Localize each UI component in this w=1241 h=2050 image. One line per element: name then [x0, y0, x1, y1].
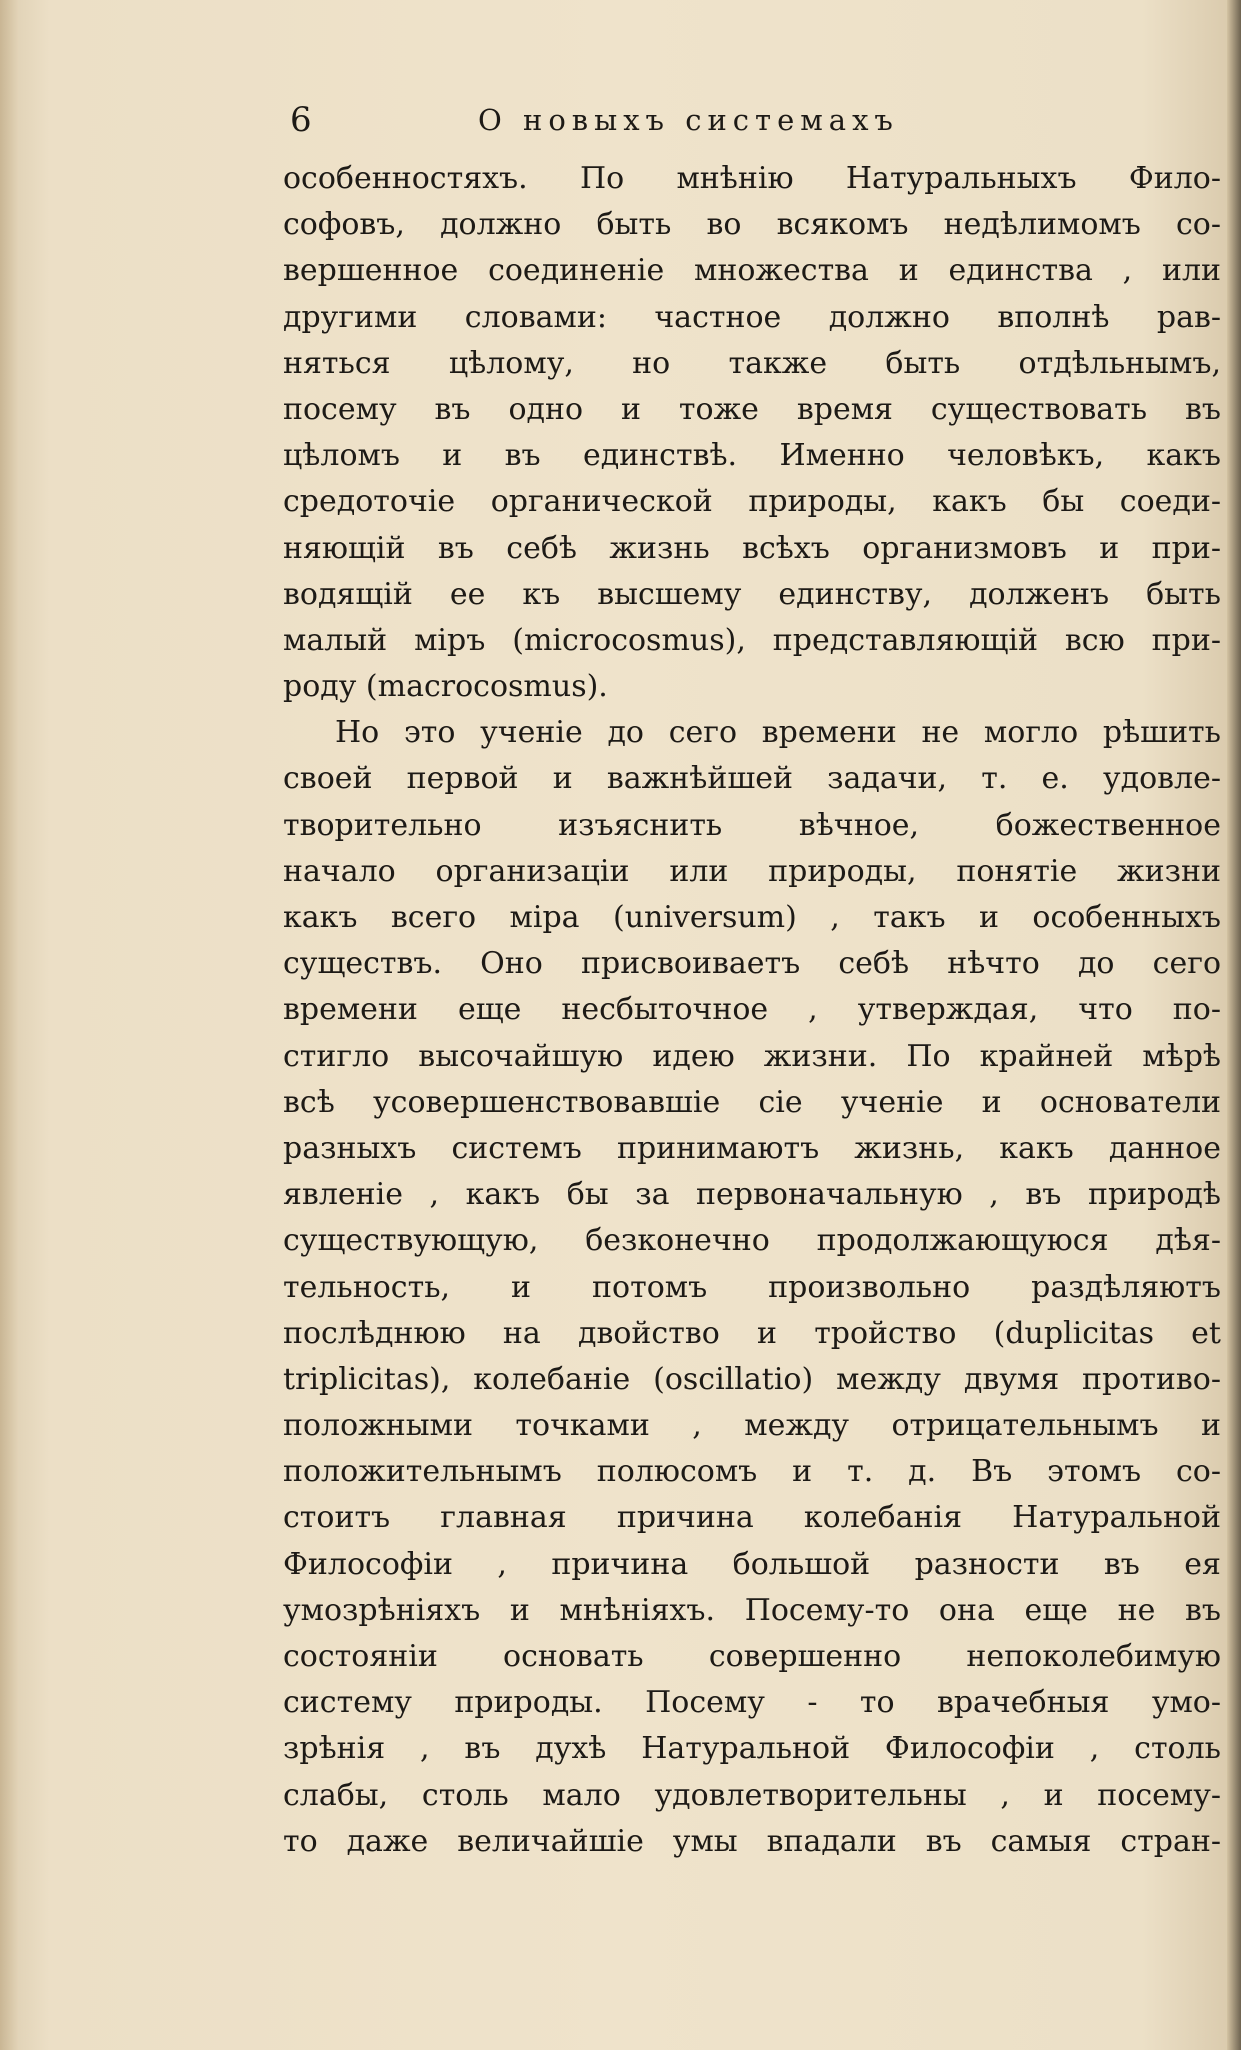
text-line: творительно изъяснить вѣчное, божественное: [283, 807, 1221, 843]
text-line: особенностяхъ. По мнѣнію Натуральныхъ Фило-: [283, 161, 1221, 196]
text-line: состояніи основать совершенно непоколебимую: [283, 1639, 1221, 1674]
page-left-edge: [0, 0, 18, 2050]
text-line: существъ. Оно присвоиваетъ себѣ нѣчто до сего: [283, 946, 1221, 982]
text-line: вершенное соединеніе множества и единства , или: [283, 253, 1221, 289]
text-line: положными точками , между отрицательнымъ и: [283, 1408, 1221, 1444]
text-line: малый міръ (microcosmus), представляющій всю при-: [283, 622, 1221, 658]
text-line: средоточіе органической природы, какъ бы соеди-: [283, 484, 1221, 520]
text-line: послѣднюю на двойство и тройство (duplicitas et: [283, 1315, 1221, 1351]
text-line: всѣ усовершенствовавшіе сіе ученіе и основатели: [283, 1084, 1221, 1120]
text-line: стигло высочайшую идею жизни. По крайней мѣрѣ: [283, 1038, 1221, 1074]
page-right-edge: [1227, 0, 1241, 2050]
text-line: существующую, безконечно продолжающуюся дѣя-: [283, 1223, 1221, 1259]
text-line: стоитъ главная причина колебанія Натуральной: [283, 1500, 1221, 1536]
text-line: софовъ, должно быть во всякомъ недѣлимомъ со-: [283, 207, 1221, 243]
text-line: слабы, столь мало удовлетворительны , и посему-: [283, 1777, 1221, 1813]
text-line: Философіи , причина большой разности въ ея: [283, 1546, 1221, 1582]
text-line: систему природы. Посему - то врачебныя умо-: [283, 1685, 1221, 1721]
text-line: тельность, и потомъ произвольно раздѣляютъ: [283, 1269, 1221, 1305]
text-line: Но это ученіе до сего времени не могло рѣшить: [335, 715, 1221, 751]
text-line: времени еще несбыточное , утверждая, что по-: [283, 992, 1221, 1028]
text-line: водящій ее къ высшему единству, долженъ быть: [283, 576, 1221, 612]
text-line: умозрѣніяхъ и мнѣніяхъ. Посему-то она еще не въ: [283, 1592, 1221, 1628]
text-line: цѣломъ и въ единствѣ. Именно человѣкъ, какъ: [283, 438, 1221, 474]
body-text: [283, 156, 1221, 1865]
text-line: triplicitas), колебаніе (oscillatio) между двумя противо-: [283, 1361, 1221, 1397]
text-line: то даже величайшіе умы впадали въ самыя стран-: [283, 1823, 1221, 1859]
text-line: начало организаціи или природы, понятіе жизни: [283, 853, 1221, 889]
text-line: явленіе , какъ бы за первоначальную , въ природѣ: [283, 1177, 1221, 1213]
text-line: зрѣнія , въ духѣ Натуральной Философіи , столь: [283, 1731, 1221, 1767]
text-line: какъ всего міра (universum) , такъ и особенныхъ: [283, 900, 1221, 935]
text-line: няться цѣлому, но также быть отдѣльнымъ,: [283, 345, 1221, 381]
text-line: другими словами: частное должно вполнѣ рав-: [283, 299, 1221, 335]
text-line: роду (macrocosmus).: [283, 669, 608, 705]
text-line: посему въ одно и тоже время существовать въ: [283, 391, 1221, 427]
text-line: своей первой и важнѣйшей задачи, т. е. удовле-: [283, 761, 1221, 797]
text-line: няющій въ себѣ жизнь всѣхъ организмовъ и при-: [283, 530, 1221, 566]
text-line: положительнымъ полюсомъ и т. д. Въ этомъ со-: [283, 1454, 1221, 1490]
running-title: О новыхъ системахъ: [478, 103, 899, 137]
page-number: 6: [290, 100, 312, 140]
text-line: разныхъ системъ принимаютъ жизнь, какъ данное: [283, 1130, 1221, 1166]
page-header: [290, 98, 1220, 142]
